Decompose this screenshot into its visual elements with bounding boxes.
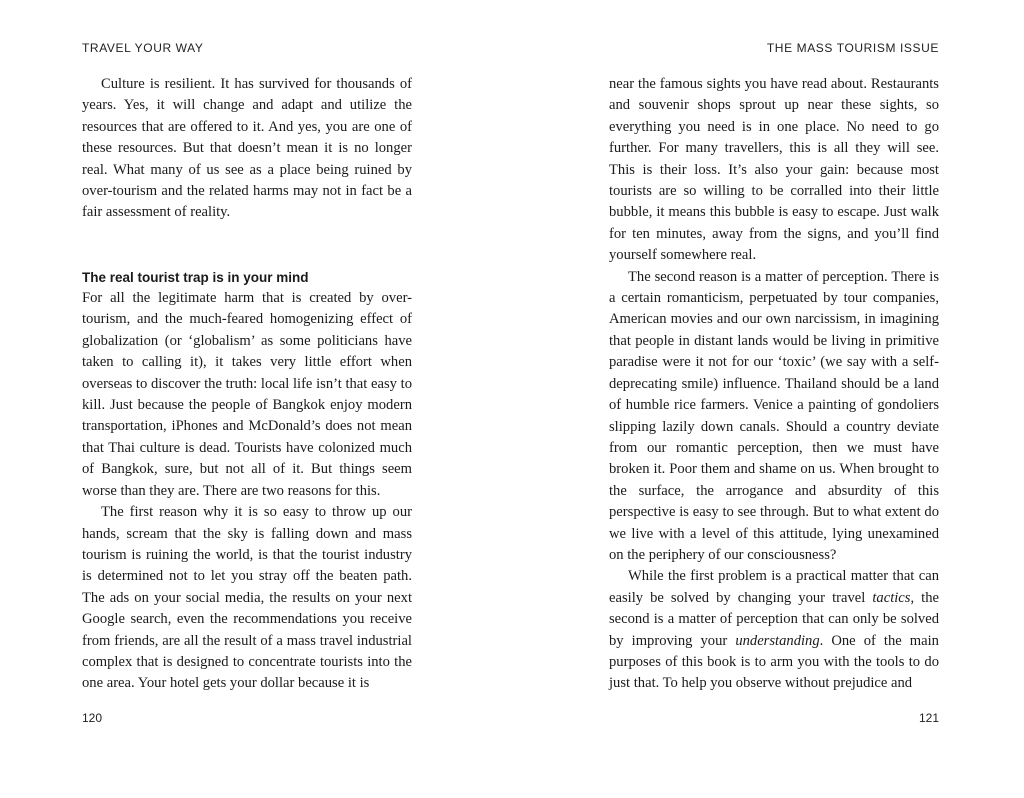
section-gap [82, 224, 412, 267]
emphasis-understanding: understanding [735, 632, 820, 649]
left-page [82, 0, 412, 798]
running-head-left: TRAVEL YOUR WAY [82, 41, 204, 55]
left-body-text [82, 74, 412, 695]
right-paragraph-3 [609, 566, 939, 694]
left-paragraph-3: The first reason why it is so easy to throw up our hands, scream that the sky is falling down and mass tourism is ruining the world, is that the tourist industry is determined not to let you stray off the beaten path. The ads on your social media, the results on your next Google search, even the recommendations you receive from friends, are all the result of a mass travel industrial complex that is designed to concentrate tourists into the one area. Your hotel gets your dollar because it is [82, 504, 412, 692]
para3-text-3: . One of the main purposes of this book is to arm you with the tools to do just that. To help you observe without prejudice and [609, 632, 939, 692]
left-paragraph-1: Culture is resilient. It has survived for thousands of years. Yes, it will change and adapt and utilize the resources that are offered to it. And yes, you are one of these resources. But that doesn’t mean it is no longer real. What many of us see as a place being ruined by over-tourism and the related harms may not in fact be a fair assessment of reality. [82, 76, 412, 221]
section-subheading: The real tourist trap is in your mind [82, 269, 309, 285]
para3-text-2: , the second is a matter of perception that can only be solved by improving your [609, 589, 939, 649]
right-paragraph-1: near the famous sights you have read about. Restaurants and souvenir shops sprout up near these sights, so everything you need is in one place. No need to go further. For many travellers, this is all they will see. This is their loss. It’s also your gain: because most tourists are so willing to be corralled into their little bubble, it means this bubble is easy to escape. Just walk for ten minutes, away from the signs, and you’ll find yourself somewhere real. [609, 76, 939, 264]
right-page [609, 0, 939, 798]
right-paragraph-2: The second reason is a matter of perception. There is a certain romanticism, perpetuated by tour companies, American movies and our own narcissism, in imagining that people in distant lands would be living in primitive paradise were it not for our ‘toxic’ (we say with a self-deprecating smile) influence. Thailand should be a land of humble rice farmers. Venice a painting of gondoliers slipping lazily down canals. Should a country deviate from our romantic perception, then we must have broken it. Poor them and shame on us. When brought to the surface, the arrogance and absurdity of this perspective is easy to see through. But to what extent do we live with a level of this attitude, lying unexamined on the periphery of our consciousness? [609, 268, 939, 563]
running-head-right: THE MASS TOURISM ISSUE [766, 41, 939, 55]
para3-text-1: While the first problem is a practical matter that can easily be solved by changing your travel [609, 568, 939, 606]
emphasis-tactics: tactics [872, 589, 911, 606]
page-number-right: 121 [918, 711, 939, 725]
page-number-left: 120 [82, 711, 103, 725]
left-paragraph-2: For all the legitimate harm that is created by over-tourism, and the much-feared homogenizing effect of globalization (or ‘globalism’ as some politicians have taken to calling it), it takes very little effort when overseas to discover the truth: local life isn’t that easy to kill. Just because the people of Bangkok enjoy modern transportation, iPhones and McDonald’s does not mean that Thai culture is dead. Tourists have colonized much of Bangkok, sure, but not all of it. But things seem worse than they are. There are two reasons for this. [82, 290, 412, 499]
right-body-text [609, 74, 939, 695]
